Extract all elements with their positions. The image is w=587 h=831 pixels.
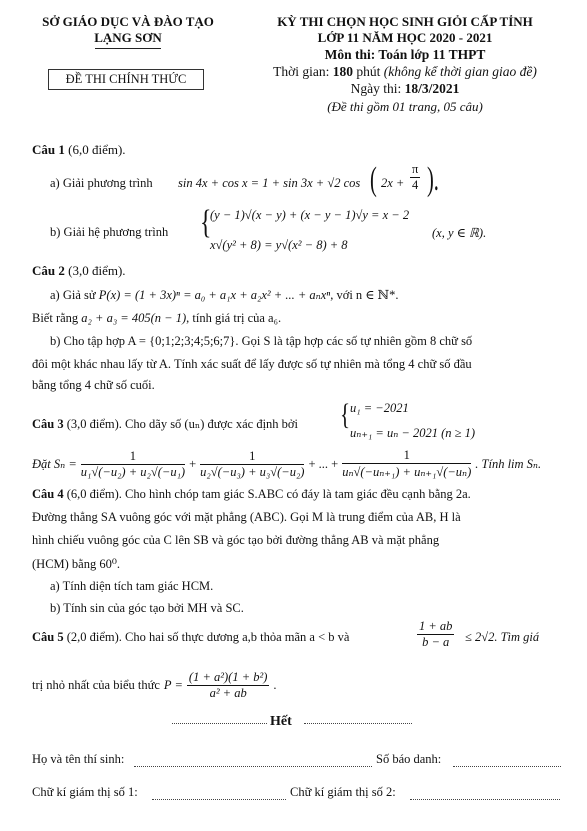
q4a: a) Tính diện tích tam giác HCM. [50, 579, 214, 593]
q3-frac3 [342, 448, 471, 480]
name-label: Họ và tên thí sinh: [32, 752, 125, 766]
q2a-line2-expr: a₂ + a₃ = 405(n − 1) [81, 311, 187, 325]
date-value: 18/3/2021 [404, 81, 460, 96]
q3-ellipsis: + ... + [308, 456, 339, 471]
org-line2: LẠNG SƠN [94, 30, 162, 45]
q3-frac3-num: 1 [342, 448, 471, 464]
q2-points: (3,0 điểm). [64, 263, 126, 278]
q4b: b) Tính sin của góc tạo bởi MH và SC. [50, 601, 244, 615]
id-label: Số báo danh: [376, 752, 442, 766]
exam-title: KỲ THI CHỌN HỌC SINH GIỎI CẤP TỈNH [277, 14, 533, 29]
q5-p-suffix: . [273, 678, 277, 692]
time-line [240, 64, 570, 80]
q3-text: (3,0 điểm). Cho dãy số (uₙ) được xác định bởi [63, 417, 298, 431]
q5-label: Câu 5 [32, 630, 64, 644]
official-label: ĐỀ THI CHÍNH THỨC [65, 72, 187, 86]
end-mark: Hết [270, 714, 292, 729]
q2a-line [50, 287, 398, 303]
q2a-line2 [32, 311, 281, 326]
q1a-paren-close: ). [427, 161, 439, 198]
sig1-field[interactable] [152, 799, 286, 800]
pages-note: (Đề thi gồm 01 trang, 05 câu) [327, 99, 483, 114]
q3-label: Câu 3 [32, 417, 64, 431]
date-line [240, 81, 570, 97]
q5-frac [417, 619, 454, 650]
q2a-cond: , với n ∈ ℕ*. [330, 288, 399, 302]
q1a-expr-left: sin 4x + cos x = 1 + sin 3x + √2 cos [178, 176, 361, 190]
q1a-frac-num: π [412, 162, 419, 176]
q4-line4: (HCM) bằng 60⁰. [32, 557, 120, 571]
date-prefix: Ngày thi: [350, 81, 405, 96]
q3-brace: { [340, 398, 351, 431]
q1a-paren-open: ( [370, 161, 377, 198]
q5-p-den: a² + ab [209, 686, 247, 700]
time-prefix: Thời gian: [273, 64, 333, 79]
q3-line [32, 416, 298, 432]
name-field[interactable] [134, 766, 372, 767]
q1a-frac-den: 4 [412, 178, 419, 192]
end-dashes-right [304, 723, 412, 724]
q5-p-num: (1 + a²)(1 + b²) [188, 670, 268, 684]
q3-frac2-num: 1 [200, 449, 304, 465]
q1a-text: a) Giải phương trình [50, 176, 153, 190]
sig2-label: Chữ kí giám thị số 2: [290, 785, 396, 799]
time-value: 180 [332, 64, 354, 79]
q1b-domain: (x, y ∈ ℝ). [432, 226, 487, 240]
q1b-line2: x√(y² + 8) = y√(x² − 8) + 8 [210, 238, 348, 252]
time-note: (không kể thời gian giao đề) [383, 64, 537, 79]
q5-line2 [32, 670, 277, 701]
q4-line1-text: (6,0 điểm). Cho hình chóp tam giác S.ABC có đáy là tam giác đều cạnh bằng 2a. [63, 487, 471, 501]
q3-frac1-num: 1 [81, 449, 185, 465]
q5-p-frac [187, 670, 270, 701]
org-underline [95, 48, 161, 49]
q5-after-frac: ≤ 2√2. Tìm giá [465, 630, 540, 644]
q5-text1: (2,0 điểm). Cho hai số thực dương a,b thỏa mãn a < b và [63, 630, 350, 644]
time-suffix: phút [353, 64, 384, 79]
q1a-frac [410, 162, 420, 193]
q5-frac-num: 1 + ab [419, 619, 453, 633]
q2a-text: a) Giả sử [50, 288, 96, 302]
q2-label: Câu 2 [32, 263, 65, 278]
q5-line1 [32, 630, 349, 645]
q5-text2: trị nhỏ nhất của biểu thức [32, 678, 160, 692]
q1a-expr-inner: 2x + [381, 176, 405, 190]
q1b-text: b) Giải hệ phương trình [50, 225, 169, 239]
q1b-line1: (y − 1)√(x − y) + (x − y − 1)√y = x − 2 [210, 208, 410, 222]
q2b-line1: b) Cho tập hợp A = {0;1;2;3;4;5;6;7}. Gọi S là tập hợp các số tự nhiên gồm 8 chữ số [50, 334, 473, 348]
q1-label: Câu 1 [32, 142, 65, 157]
q4-line2: Đường thẳng SA vuông góc với mặt phẳng (ABC). Gọi M là trung điểm của AB, H là [32, 510, 461, 524]
q2a-line2-suffix: , tính giá trị của a₆. [186, 311, 282, 325]
sig2-field[interactable] [410, 799, 560, 800]
q4-line3: hình chiếu vuông góc của C lên SB và góc tạo bởi đường thẳng AB và mặt phẳng [32, 533, 440, 547]
q1b-brace: { [200, 204, 212, 241]
q3-frac2-den: u₂√(−u₃) + u₃√(−u₂) [200, 464, 305, 479]
q5-frac-den: b − a [422, 635, 450, 649]
q3-frac2 [200, 449, 304, 480]
q1-points: (6,0 điểm). [64, 142, 126, 157]
q2-heading [32, 263, 126, 279]
q2b-line3: bằng tổng 4 chữ số cuối. [32, 378, 155, 392]
q3-sys1: u₁ = −2021 [350, 401, 409, 415]
grade-year: LỚP 11 NĂM HỌC 2020 - 2021 [317, 30, 493, 45]
q2b-line2: đôi một khác nhau lấy từ A. Tính xác suất để lấy được số tự nhiên mà tổng 4 chữ số đầu [32, 357, 472, 371]
q3-s-prefix: Đặt Sₙ = [32, 457, 77, 471]
subject: Môn thi: Toán lớp 11 THPT [324, 47, 486, 62]
id-field[interactable] [453, 766, 561, 767]
q2a-line2-prefix: Biết rằng [32, 311, 79, 325]
q3-frac3-den: uₙ√(−uₙ₊₁) + uₙ₊₁√(−uₙ) [342, 465, 472, 479]
q1-heading [32, 142, 126, 158]
q5-p-prefix: P = [163, 678, 183, 692]
q3-sys2: uₙ₊₁ = uₙ − 2021 (n ≥ 1) [350, 426, 476, 440]
q3-sum-line: Đặt Sₙ = $\frac{1}{\text{u₁√(−u₂) + u₂√(−u₁)}}$ + $\frac{1}{\text{u₂√(−u₃) + u₃√(−u₂)}}$ + ... + $\frac{1}{\text{uₙ√(−uₙ₊₁) + uₙ₊₁√(−uₙ)}}$ . Tính lim Sₙ. [32, 448, 542, 479]
org-line1: SỞ GIÁO DỤC VÀ ĐÀO TẠO [42, 14, 214, 29]
q3-frac1 [81, 449, 185, 480]
q3-frac1-den: u₁√(−u₂) + u₂√(−u₁) [80, 464, 186, 479]
q4-label: Câu 4 [32, 487, 64, 501]
end-dashes-left [172, 723, 267, 724]
q4-line1 [32, 487, 471, 502]
q2a-expr: P(x) = (1 + 3x)ⁿ = a₀ + a₁x + a₂x² + ... + aₙxⁿ [98, 288, 331, 302]
q3-s-suffix: . Tính lim Sₙ. [475, 457, 542, 471]
sig1-label: Chữ kí giám thị số 1: [32, 785, 138, 799]
